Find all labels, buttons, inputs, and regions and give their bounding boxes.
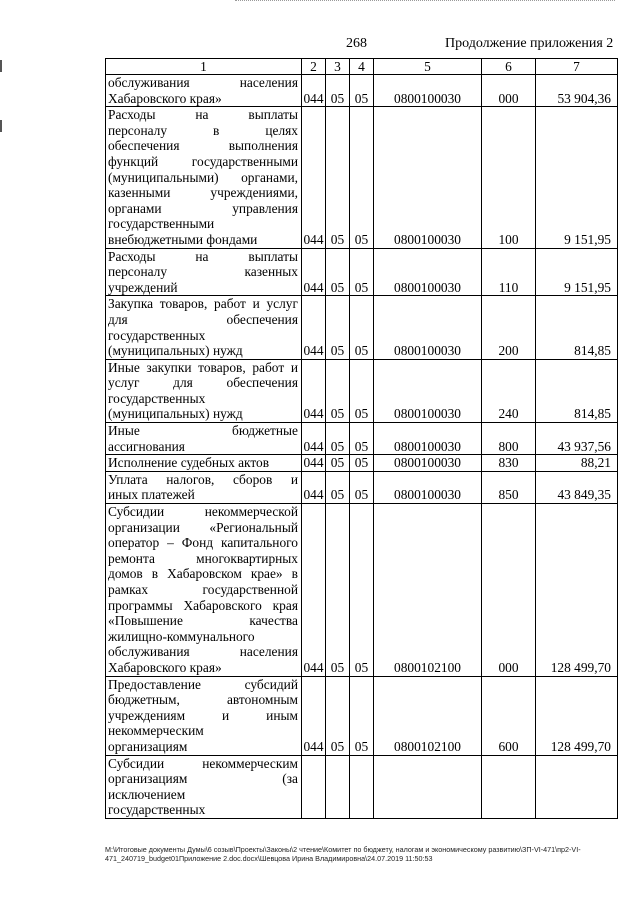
section-code-cell: 05 [326,676,350,755]
item-name-line: Закупка товаров, работ и услуг [108,296,298,312]
table-row [106,471,618,503]
item-name-line: ремонта многоквартирных [108,550,298,566]
ministry-code-cell: 044 [303,455,324,471]
section-code-cell [326,755,350,818]
section-code-cell: 05 [326,248,350,296]
subsection-code-cell [350,755,374,818]
item-name-cell [106,676,302,755]
binding-mark [0,60,2,72]
item-name-line: учреждений [108,279,178,295]
item-name-line: внебюджетными фондами [108,231,258,247]
item-name-line: обслуживания населения [108,644,298,660]
item-name-line: казенными учреждениями, [108,185,298,201]
expense-type-cell: 800 [482,423,536,455]
item-name-line: персоналу казенных [108,264,298,280]
item-name-line: государственных [108,802,206,818]
item-name-line: программы Хабаровского края [108,597,298,613]
item-name-cell [106,504,302,677]
item-name-line: рамках государственной [108,582,298,597]
item-name-line: персоналу в целях [108,122,298,138]
item-name-line: Расходы на выплаты [108,248,298,264]
subsection-code-cell: 05 [350,75,374,107]
item-name-line: учреждениям и иным [108,707,298,723]
ministry-code-cell: 044 [302,359,326,422]
section-code-cell: 05 [326,296,350,359]
column-header-3: 3 [326,59,350,75]
table-row [106,107,618,248]
item-name-line: бюджетным, автономным [108,692,298,708]
item-name-line: «Повышение качества [108,613,298,629]
section-code-cell: 05 [326,471,350,503]
item-name-line: обеспечения выполнения [108,138,298,154]
subsection-code-cell: 05 [350,504,374,677]
item-name-line: государственных [108,390,206,406]
item-name-line: (муниципальными) органами, [108,169,298,185]
expense-type-cell: 240 [482,359,536,422]
budget-table [105,58,618,819]
table-row [106,423,618,455]
section-code-cell: 05 [326,504,350,677]
column-header-5: 5 [374,59,482,75]
ministry-code-cell: 044 [302,75,326,107]
item-name-line: организациям [108,738,188,754]
ministry-code-cell: 044 [302,423,326,455]
section-code-cell: 05 [326,455,350,472]
item-name-line: Хабаровского края» [108,90,222,106]
expense-type-cell: 830 [482,455,536,472]
item-name-cell [106,359,302,422]
column-header-4: 4 [350,59,374,75]
scan-artifact-line [235,0,615,4]
target-article-cell: 0800102100 [374,676,482,755]
item-name-line: Субсидии некоммерческой [108,504,298,520]
expense-type-cell: 850 [482,471,536,503]
ministry-code-cell: 044 [302,504,326,677]
item-name-line: Уплата налогов, сборов и [108,471,298,487]
item-name-line: Иные закупки товаров, работ и [108,359,298,375]
subsection-code-cell: 05 [350,676,374,755]
subsection-code-cell: 05 [350,455,374,472]
table-row [106,359,618,422]
amount-cell: 814,85 [536,296,618,359]
item-name-line: жилищно-коммунального [108,628,255,644]
column-header-7: 7 [536,59,618,75]
ministry-code-cell: 044 [302,676,326,755]
item-name-line: обслуживания населения [108,75,298,90]
table-row [106,248,618,296]
subsection-code-cell: 05 [350,107,374,248]
amount-cell: 88,21 [536,455,618,472]
expense-type-cell: 110 [482,248,536,296]
amount-cell: 128 499,70 [536,504,618,677]
item-name-line: услуг для обеспечения [108,375,298,391]
column-number-row [106,59,618,75]
expense-type-cell: 000 [482,75,536,107]
amount-cell [536,755,618,818]
target-article-cell: 0800102100 [374,504,482,677]
ministry-code-cell: 044 [302,107,326,248]
target-article-cell: 0800100030 [374,296,482,359]
amount-cell: 814,85 [536,359,618,422]
item-name-line: Исполнение судебных актов [108,455,270,471]
column-header-2: 2 [302,59,326,75]
item-name-line: для обеспечения [108,311,298,327]
table-row [106,504,618,677]
column-header-6: 6 [482,59,536,75]
footer-line-1: M:\Итоговые документы Думы\6 созыв\Проекты\Законы\2 чтение\Комитет по бюджету, налогам и экономическому развитию\ЗП-VI-471\пр2-VI- [105,845,581,854]
amount-cell: 43 937,56 [536,423,618,455]
item-name-cell [106,248,302,296]
target-article-cell: 0800100030 [374,471,482,503]
item-name-line: домов в Хабаровском крае» в [108,566,298,582]
subsection-code-cell: 05 [350,423,374,455]
target-article-cell: 0800100030 [374,107,482,248]
item-name-cell [106,107,302,248]
item-name-line: организации «Региональный [108,519,298,535]
item-name-line: (муниципальных) нужд [108,406,243,422]
item-name-line: некоммерческим [108,723,204,739]
subsection-code-cell: 05 [350,248,374,296]
file-path-footer [105,845,617,863]
item-name-cell [106,471,302,503]
table-row [106,755,618,818]
item-name-line: оператор – Фонд капитального [108,535,298,551]
item-name-line: Субсидии некоммерческим [108,755,298,771]
subsection-code-cell: 05 [350,471,374,503]
table-row [106,455,618,472]
column-header-1: 1 [106,59,302,75]
amount-cell: 9 151,95 [536,248,618,296]
expense-type-cell: 100 [482,107,536,248]
item-name-cell [106,296,302,359]
item-name-line: функций государственными [108,153,298,169]
item-name-line: организациям (за [108,771,298,787]
ministry-code-cell: 044 [302,471,326,503]
section-code-cell: 05 [326,359,350,422]
item-name-line: Иные бюджетные [108,423,298,439]
item-name-cell [106,75,302,107]
expense-type-cell: 000 [482,504,536,677]
table-row [106,676,618,755]
item-name-line: ассигнования [108,438,185,454]
footer-line-2: 471_240719_budget01Приложение 2.doc.docx\Шевцова Ирина Владимировна\24.07.2019 11:50:53 [105,854,433,863]
amount-cell: 128 499,70 [536,676,618,755]
item-name-cell [106,423,302,455]
expense-type-cell [482,755,536,818]
table-row [106,296,618,359]
target-article-cell: 0800100030 [374,248,482,296]
item-name-line: Хабаровского края» [108,659,222,675]
expense-type-cell: 200 [482,296,536,359]
target-article-cell: 0800100030 [374,75,482,107]
page-number: 268 [346,36,367,51]
section-code-cell: 05 [326,423,350,455]
item-name-line: государственных [108,327,206,343]
ministry-code-cell [302,755,326,818]
subsection-code-cell: 05 [350,359,374,422]
target-article-cell [374,755,482,818]
section-code-cell: 05 [326,107,350,248]
amount-cell: 9 151,95 [536,107,618,248]
amount-cell: 53 904,36 [536,75,618,107]
item-name-line: (муниципальных) нужд [108,343,243,359]
expense-type-cell: 600 [482,676,536,755]
target-article-cell: 0800100030 [374,455,482,472]
item-name-line: иных платежей [108,487,195,503]
item-name-line: Предоставление субсидий [108,676,298,692]
item-name-line: исключением [108,786,186,802]
amount-cell: 43 849,35 [536,471,618,503]
ministry-code-cell: 044 [302,296,326,359]
item-name-line: государственными [108,216,215,232]
section-code-cell: 05 [326,75,350,107]
item-name-cell [106,755,302,818]
item-name-line: Расходы на выплаты [108,107,298,123]
subsection-code-cell: 05 [350,296,374,359]
binding-mark [0,120,2,132]
item-name-cell [106,455,302,472]
ministry-code-cell: 044 [302,248,326,296]
continuation-header: Продолжение приложения 2 [445,36,614,51]
item-name-line: органами управления [108,200,298,216]
table-row [106,75,618,107]
target-article-cell: 0800100030 [374,423,482,455]
target-article-cell: 0800100030 [374,359,482,422]
